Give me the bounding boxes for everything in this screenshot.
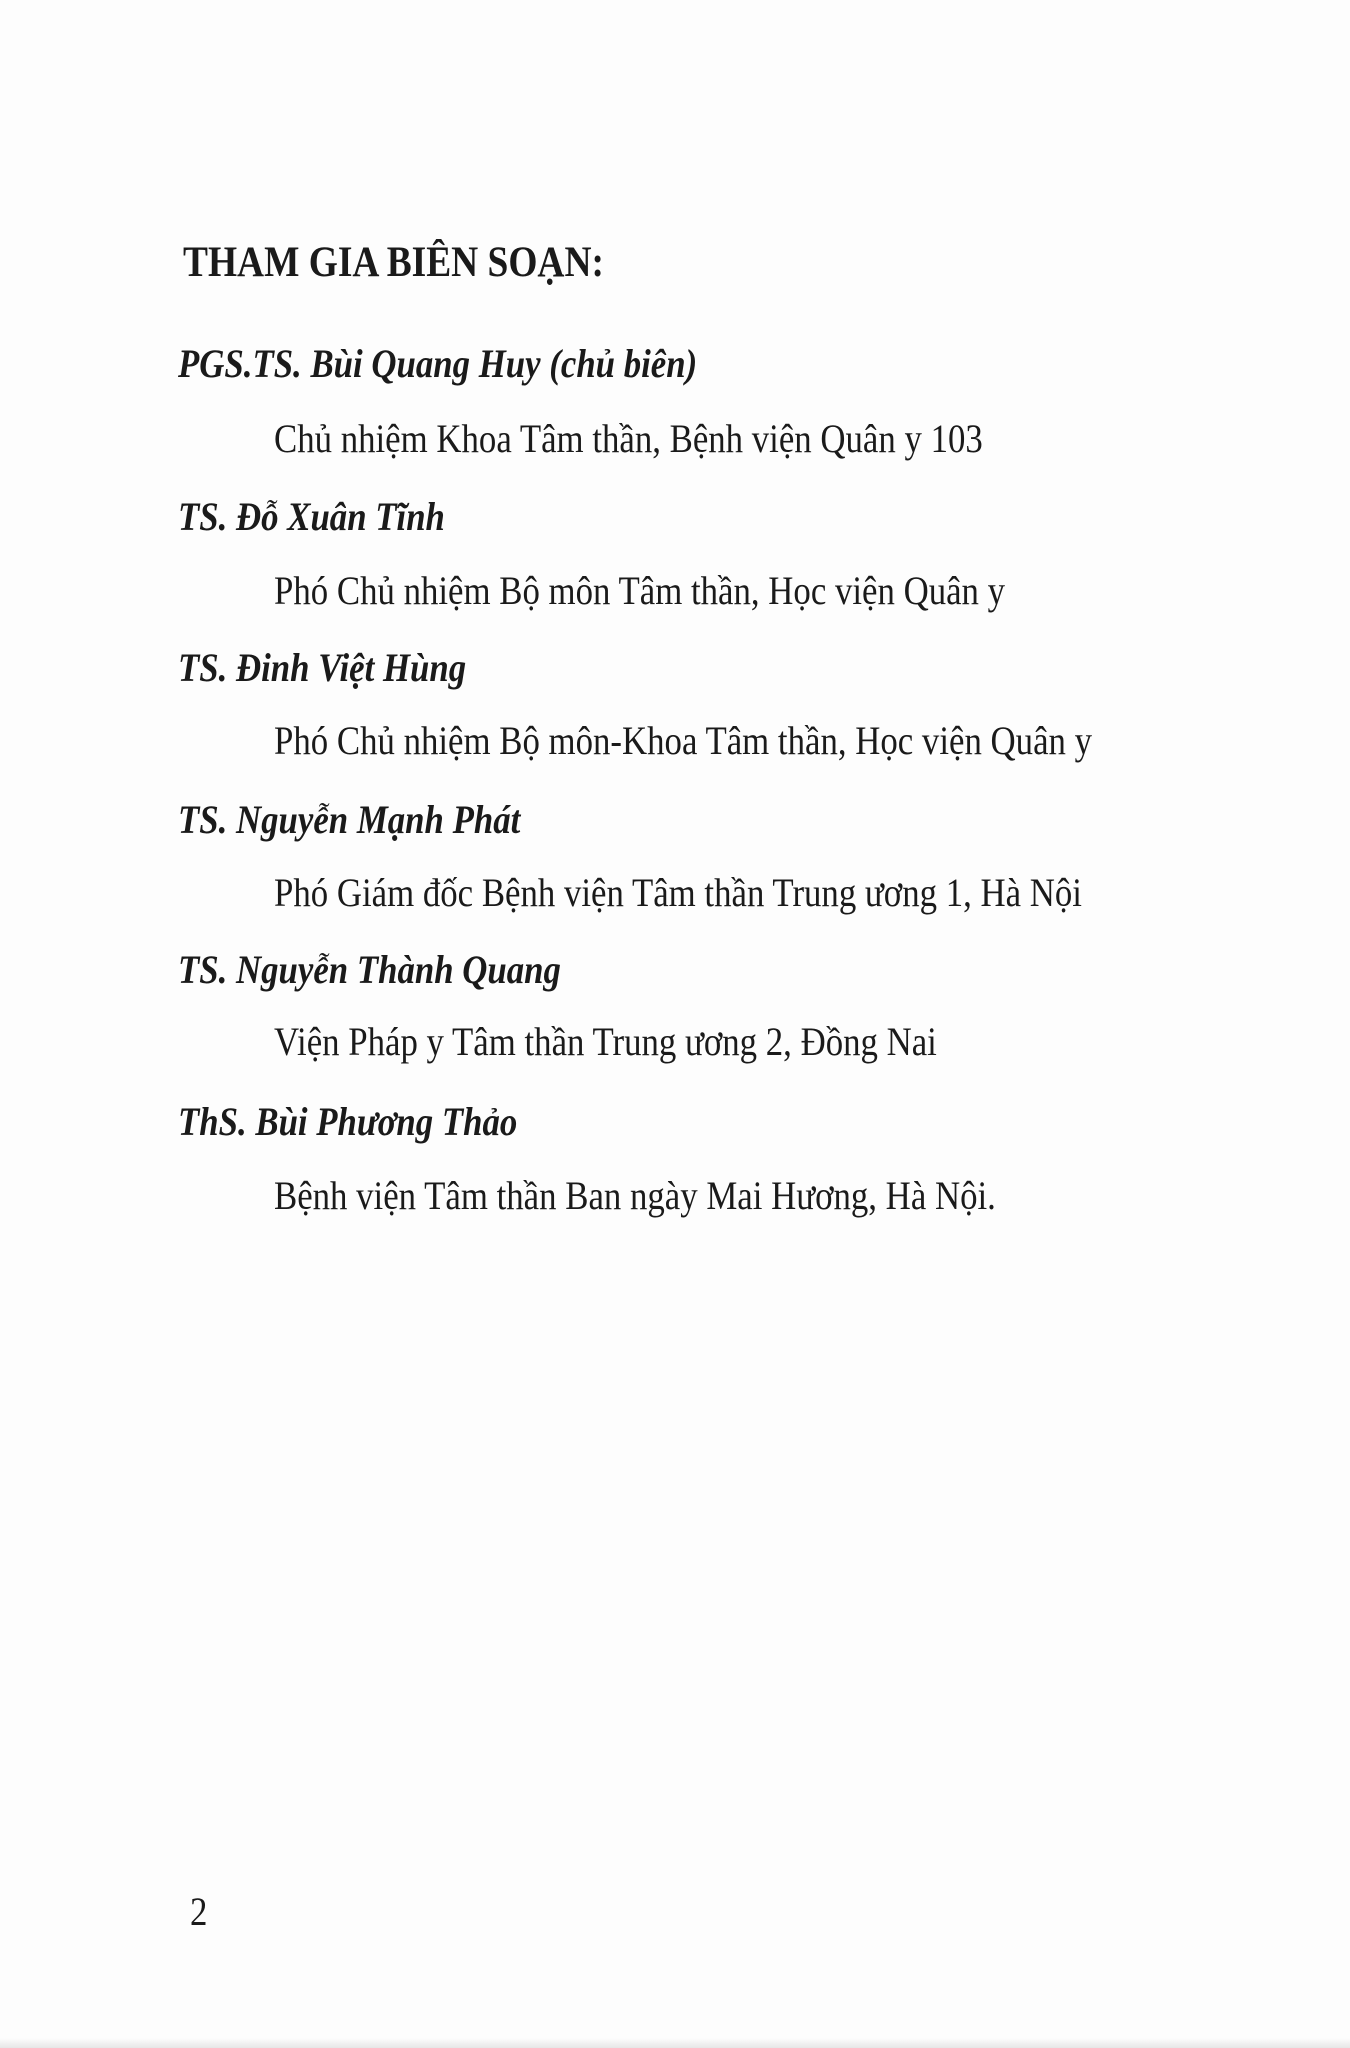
contributor-role: Viện Pháp y Tâm thần Trung ương 2, Đồng Nai [274,1019,937,1064]
contributor-name: TS. Đỗ Xuân Tĩnh [178,494,445,539]
contributor-name: PGS.TS. Bùi Quang Huy (chủ biên) [178,341,698,386]
contributor-name: TS. Đinh Việt Hùng [178,645,467,690]
contributor-role: Phó Chủ nhiệm Bộ môn Tâm thần, Học viện Quân y [274,568,1006,613]
contributor-name: ThS. Bùi Phương Thảo [178,1099,518,1144]
contributor-name: TS. Nguyễn Mạnh Phát [178,797,521,842]
section-heading: THAM GIA BIÊN SOẠN: [183,239,604,286]
contributor-role: Bệnh viện Tâm thần Ban ngày Mai Hương, Hà Nội. [274,1173,996,1218]
page-number: 2 [190,1889,208,1934]
contributor-role: Phó Chủ nhiệm Bộ môn-Khoa Tâm thần, Học viện Quân y [274,718,1093,763]
contributor-role: Chủ nhiệm Khoa Tâm thần, Bệnh viện Quân y 103 [274,416,983,461]
contributor-name: TS. Nguyễn Thành Quang [178,947,561,992]
page-edge [0,2038,1350,2048]
contributor-role: Phó Giám đốc Bệnh viện Tâm thần Trung ương 1, Hà Nội [274,870,1082,915]
